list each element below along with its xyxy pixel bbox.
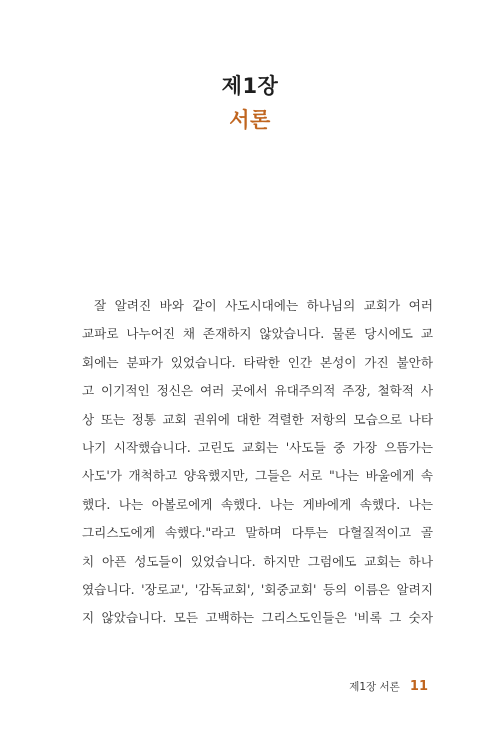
page-footer	[349, 676, 428, 695]
body-line: 교파로 나누어진 채 존재하지 않았습니다. 물론 당시에도 교	[82, 326, 433, 342]
body-line: 치 아픈 성도들이 있었습니다. 하지만 그럼에도 교회는 하나	[82, 553, 433, 569]
running-head: 제1장 서론	[349, 681, 400, 693]
body-line: 고 이기적인 정신은 여러 곳에서 유대주의적 주장, 철학적 사	[82, 383, 433, 399]
body-line: 했다. 나는 아볼로에게 속했다. 나는 게바에게 속했다. 나는	[82, 496, 433, 512]
body-line: 였습니다. '장로교', '감독교회', '회중교회' 등의 이름은 알려지	[82, 581, 433, 597]
body-line: 잘 알려진 바와 같이 사도시대에는 하나님의 교회가 여러	[94, 298, 433, 313]
body-paragraph	[82, 292, 433, 633]
chapter-title: 서론	[229, 108, 271, 132]
body-line: 사도'가 개척하고 양육했지만, 그들은 서로 "나는 바울에게 속	[82, 468, 433, 484]
body-line: 상 또는 정통 교회 권위에 대한 격렬한 저항의 모습으로 나타	[82, 411, 433, 427]
page-number: 11	[409, 679, 428, 694]
body-line: 나기 시작했습니다. 고린도 교회는 '사도들 중 가장 으뜸가는	[82, 439, 433, 455]
body-line: 회에는 분파가 있었습니다. 타락한 인간 본성이 가진 불안하	[82, 354, 433, 370]
body-line: 그리스도에게 속했다."라고 말하며 다투는 다혈질적이고 골	[82, 525, 433, 541]
chapter-number: 제1장	[221, 74, 279, 98]
body-line: 지 않았습니다. 모든 고백하는 그리스도인들은 '비록 그 숫자	[82, 610, 433, 626]
